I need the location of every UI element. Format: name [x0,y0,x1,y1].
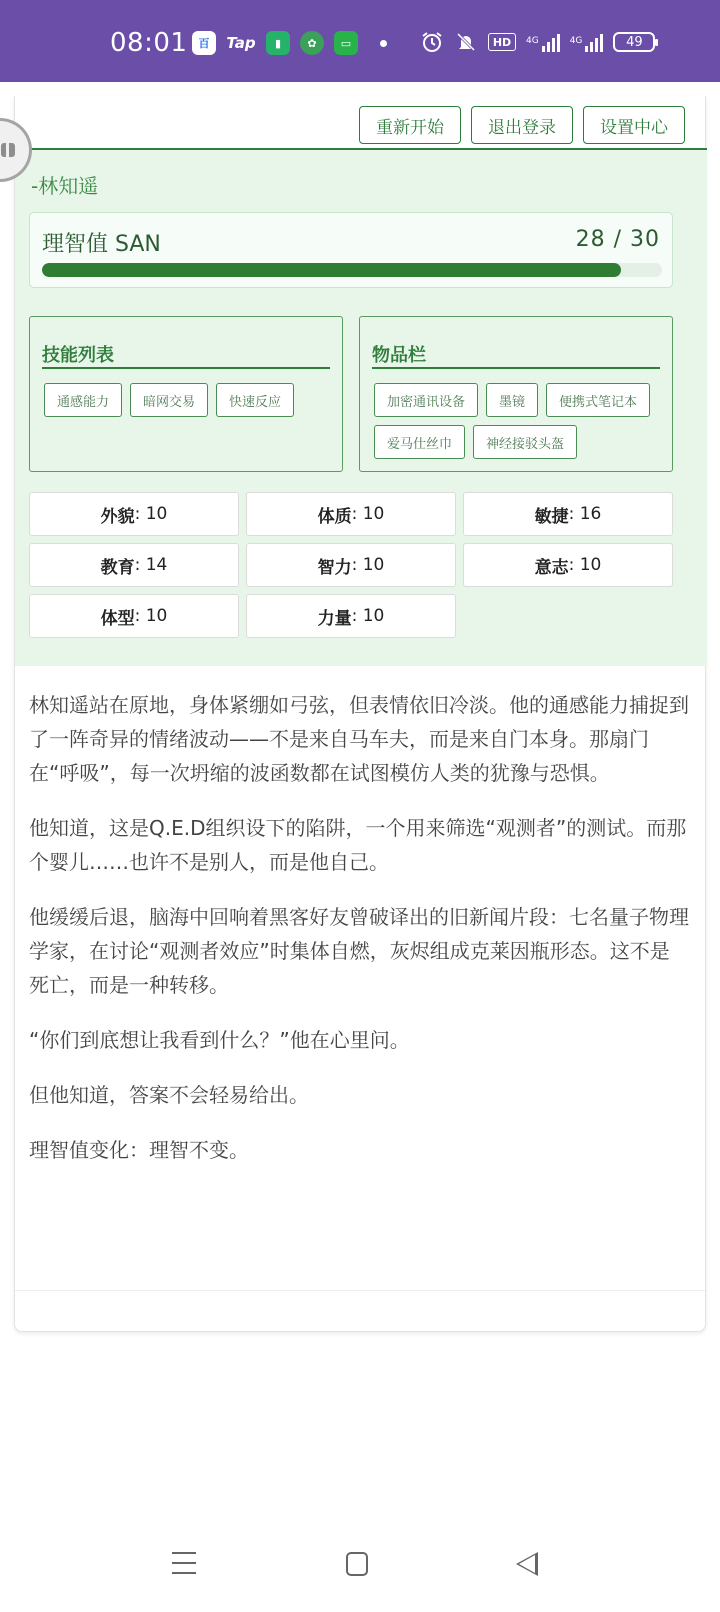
taptap-icon: Tap [226,34,256,52]
stat-constitution [246,492,456,536]
stat-appearance [29,492,239,536]
leaf-app-icon: ✿ [300,31,324,55]
story-paragraph: 他缓缓后退，脑海中回响着黑客好友曾破译出的旧新闻片段：七名量子物理学家，在讨论“观测者效应”时集体自燃，灰烬组成克莱因瓶形态。这不是死亡，而是一种转移。 [29,905,689,997]
skill-tag[interactable]: 通感能力 [44,383,122,417]
stat-education [29,543,239,587]
logout-button[interactable]: 退出登录 [471,106,573,144]
stat-value: : 10 [134,606,168,626]
inventory-tag[interactable]: 加密通讯设备 [374,383,478,417]
stat-label: 意志 [534,557,569,578]
inventory-tag[interactable]: 墨镜 [486,383,538,417]
stat-value: : 10 [351,504,385,524]
stat-value: : 10 [351,606,385,626]
inventory-box [359,316,673,472]
game-card [14,96,706,1332]
skill-tag[interactable]: 暗网交易 [130,383,208,417]
stat-dexterity [463,492,673,536]
story-paragraph: 林知遥站在原地，身体紧绷如弓弦，但表情依旧冷淡。他的通感能力捕捉到了一阵奇异的情绪波动——不是来自马车夫，而是来自门本身。那扇门在“呼吸”，每一次坍缩的波函数都在试图模仿人类的犹豫与恐惧。 [29,693,689,785]
system-icons [420,30,655,54]
inventory-divider [372,367,660,369]
more-notifications-icon [380,40,387,47]
stat-value: : 10 [568,555,602,575]
stat-power [463,543,673,587]
alarm-icon [420,30,444,54]
inventory-title: 物品栏 [372,345,426,366]
story-text [29,688,689,1188]
status-time: 08:01 [110,28,188,58]
signal-icon-2: 4G [570,32,604,52]
hd-icon: HD [488,33,516,51]
navigation-bar [0,1540,720,1600]
stat-label: 体质 [317,506,352,527]
mute-icon [454,30,478,54]
san-progress-fill [42,263,621,277]
character-name: -林知遥 [31,174,99,198]
skills-title: 技能列表 [42,345,114,366]
signal-icon-1: 4G [526,32,560,52]
back-icon[interactable] [516,1552,538,1576]
inventory-tag[interactable]: 便携式笔记本 [546,383,650,417]
inventory-tag[interactable]: 爱马仕丝巾 [374,425,465,459]
skills-divider [42,367,330,369]
chat-app-icon: ▭ [334,31,358,55]
restart-button[interactable]: 重新开始 [359,106,461,144]
skills-list [44,383,332,417]
pause-icon [1,143,15,157]
story-paragraph: 他知道，这是Q.E.D组织设下的陷阱，一个用来筛选“观测者”的测试。而那个婴儿……也许不是别人，而是他自己。 [29,816,687,874]
stat-label: 体型 [100,608,135,629]
stat-strength [246,594,456,638]
stat-label: 敏捷 [534,506,569,527]
home-icon[interactable] [346,1552,368,1576]
character-panel [15,148,707,666]
inventory-tag[interactable]: 神经接驳头盔 [473,425,577,459]
battery-icon: 49 [613,32,655,52]
skills-box [29,316,343,472]
stat-size [29,594,239,638]
stat-value: : 10 [351,555,385,575]
stat-value: : 14 [134,555,168,575]
story-paragraph: 理智值变化：理智不变。 [29,1138,249,1162]
baidu-icon: 百 [192,31,216,55]
san-value: 28 / 30 [575,227,660,252]
recent-apps-icon[interactable] [172,1552,196,1576]
stat-value: : 16 [568,504,602,524]
card-footer-divider [15,1290,707,1291]
stat-value: : 10 [134,504,168,524]
san-label: 理智值 SAN [42,232,161,257]
stat-label: 智力 [317,557,352,578]
stat-label: 外貌 [100,506,135,527]
notification-icons [192,30,399,56]
story-paragraph: 但他知道，答案不会轻易给出。 [29,1083,309,1107]
inventory-list [374,383,662,459]
story-paragraph: “你们到底想让我看到什么？”他在心里问。 [29,1028,410,1052]
stat-label: 力量 [317,608,352,629]
skill-tag[interactable]: 快速反应 [216,383,294,417]
san-box [29,212,673,288]
settings-button[interactable]: 设置中心 [583,106,685,144]
san-progress-bar [42,263,662,277]
toolbar [359,106,685,144]
status-bar [0,0,720,82]
stat-label: 教育 [100,557,135,578]
stat-intelligence [246,543,456,587]
attribute-grid [29,492,673,638]
battery-saver-icon: ▮ [266,31,290,55]
